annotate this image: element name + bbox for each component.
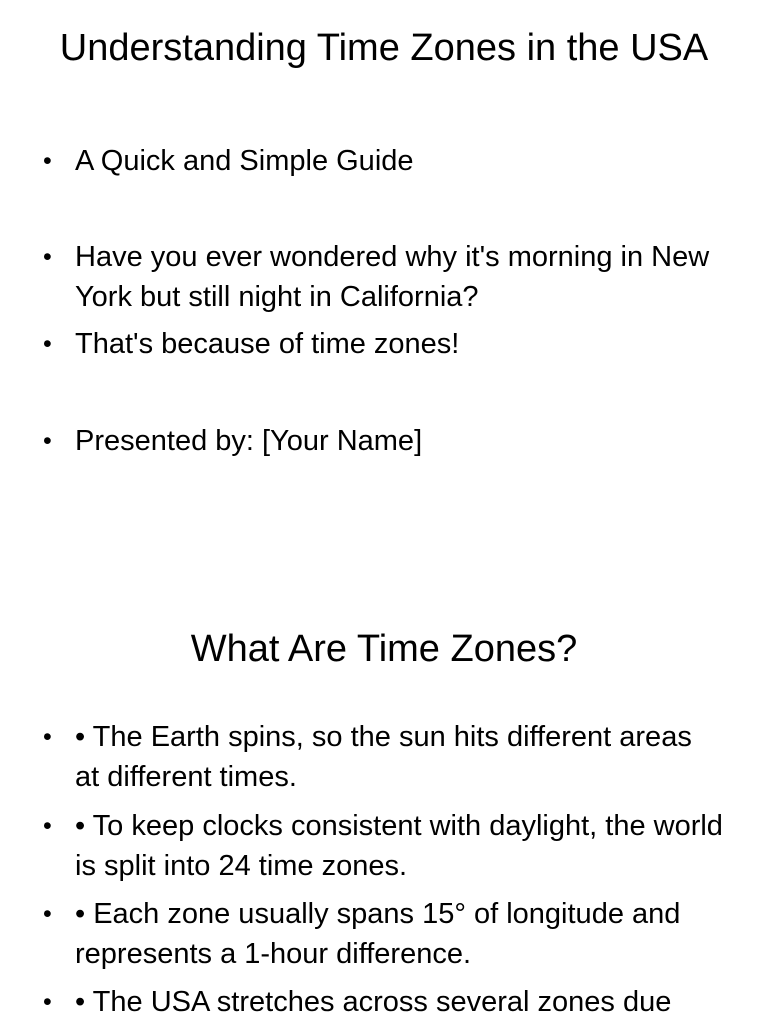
bullet-text: • The Earth spins, so the sun hits different areas at different times. (75, 721, 692, 793)
bullet-text: • The USA stretches across several zones due (75, 986, 672, 1018)
bullet-icon: • (43, 988, 52, 1016)
bullet-text: • Each zone usually spans 15° of longitude and represents a 1-hour difference. (75, 898, 681, 970)
bullet-icon: • (43, 900, 52, 928)
slide-1-title: Understanding Time Zones in the USA (59, 27, 709, 69)
slide-2-title: What Are Time Zones? (190, 628, 578, 670)
bullet-text: That's because of time zones! (75, 328, 460, 360)
bullet-text: Have you ever wondered why it's morning in New York but still night in California? (75, 241, 710, 313)
bullet-text: • To keep clocks consistent with daylight, the world is split into 24 time zones. (75, 810, 723, 882)
bullet-icon: • (43, 243, 52, 271)
bullet-icon: • (43, 812, 52, 840)
bullet-icon: • (43, 427, 52, 455)
bullet-text: A Quick and Simple Guide (75, 145, 414, 177)
bullet-icon: • (43, 147, 52, 175)
bullet-icon: • (43, 330, 52, 358)
bullet-icon: • (43, 723, 52, 751)
bullet-text: Presented by: [Your Name] (75, 425, 423, 457)
